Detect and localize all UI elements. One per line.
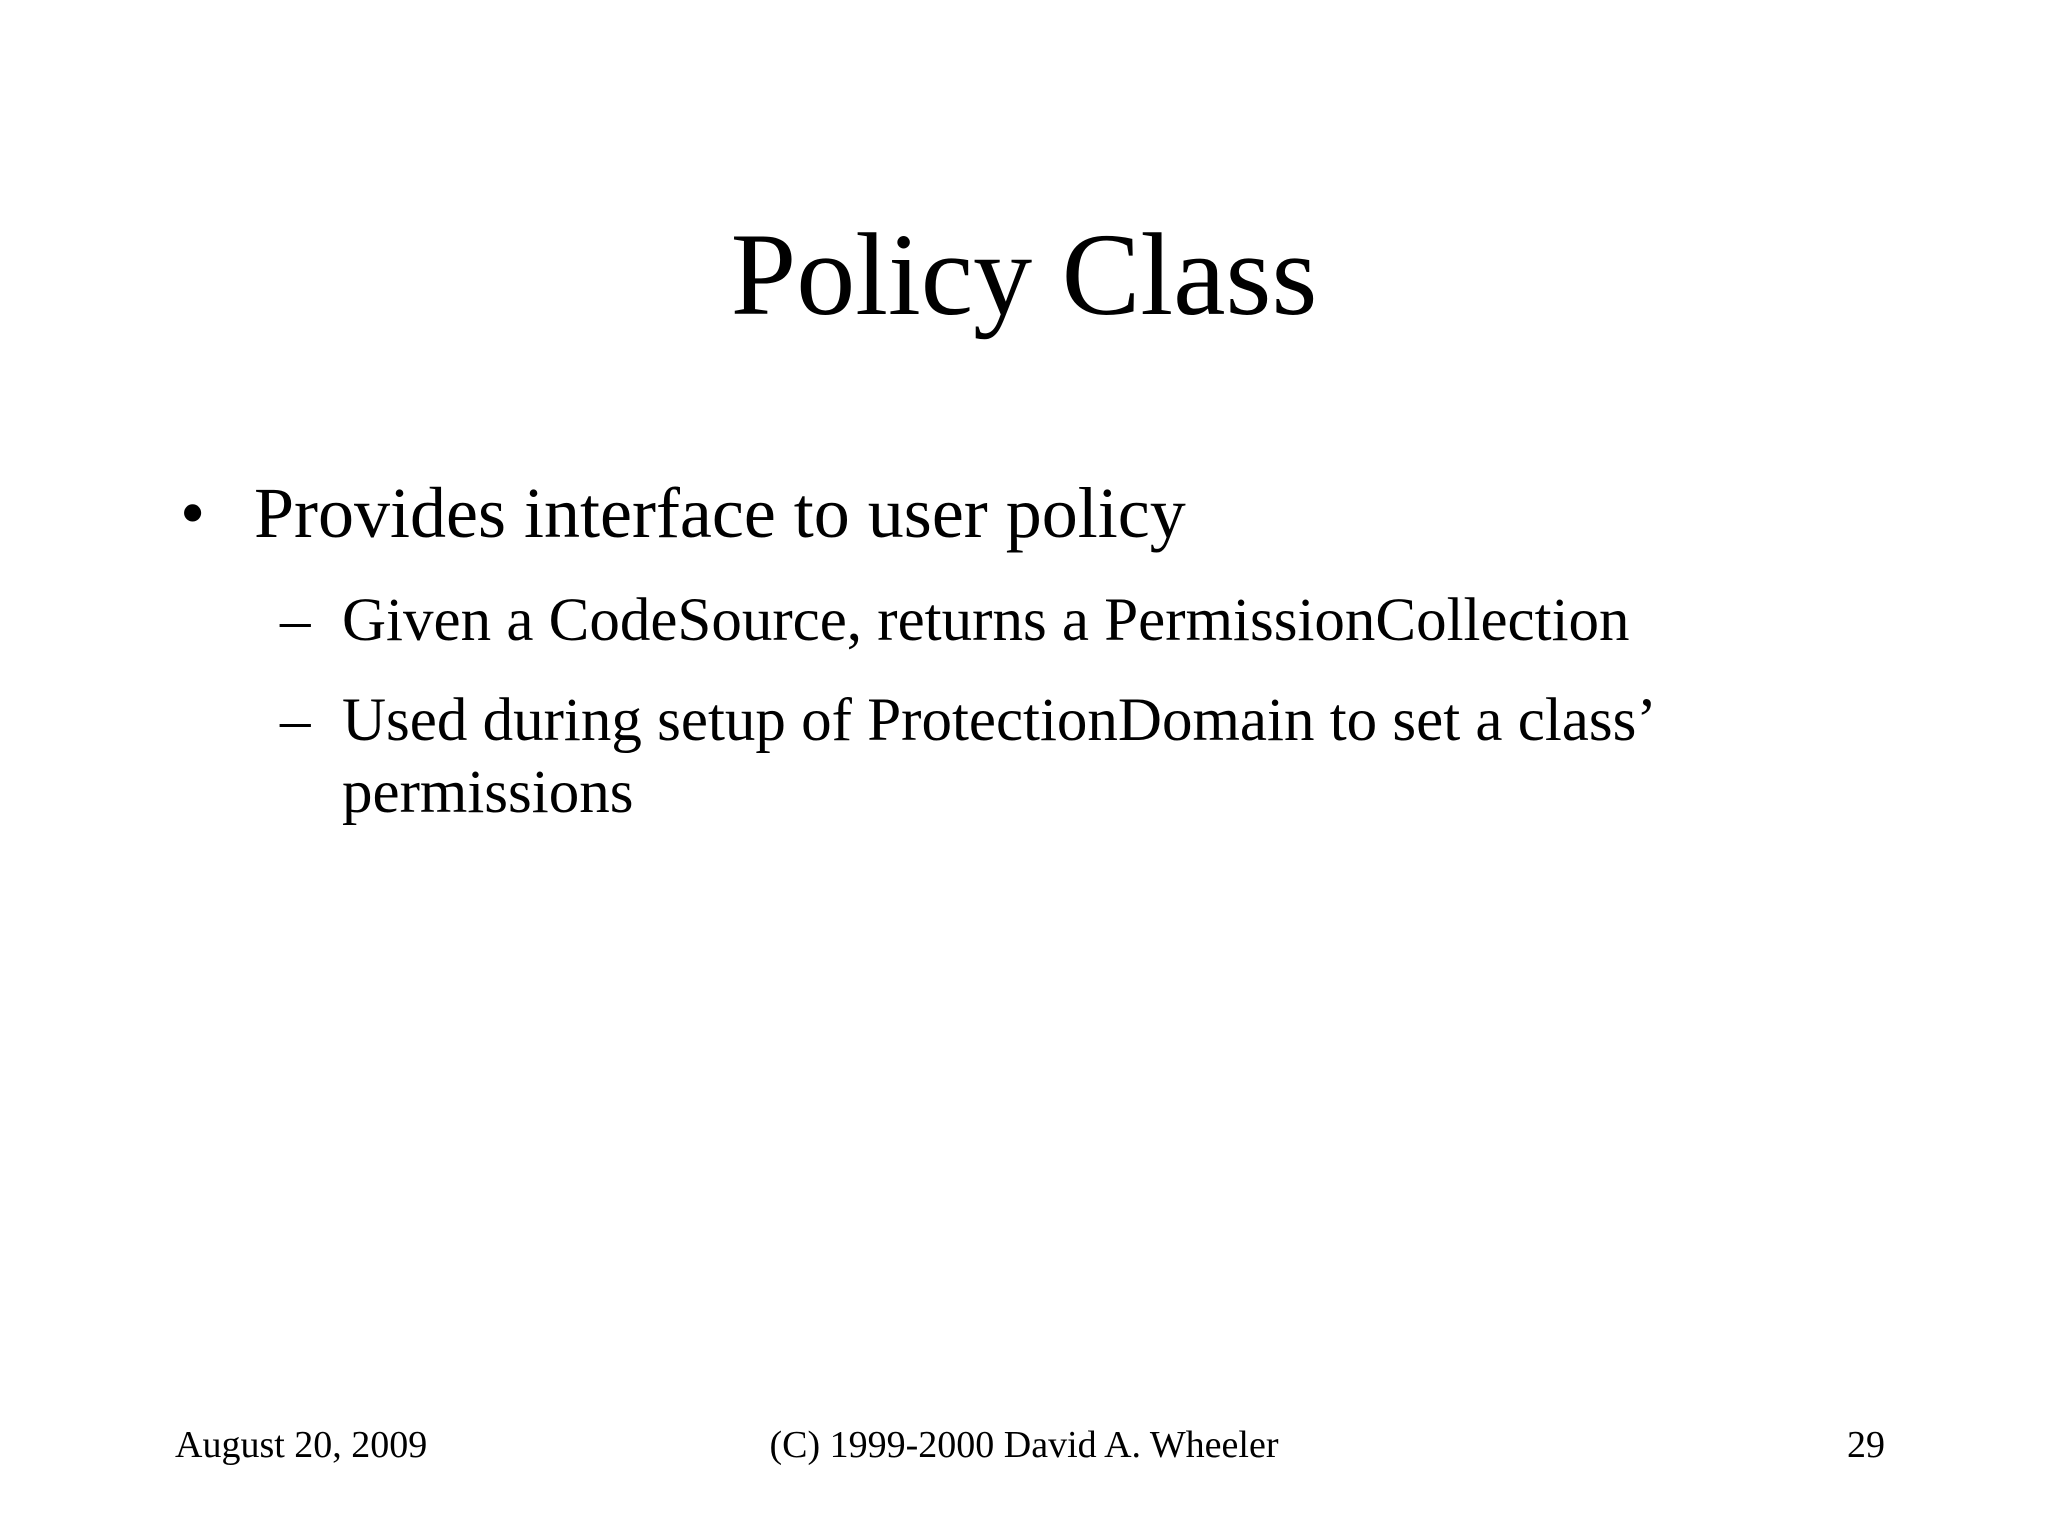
sub-bullet-text: Used during setup of ProtectionDomain to set a class’ permissions <box>342 687 1653 826</box>
sub-bullet-marker: – <box>280 687 311 754</box>
bullet-marker: • <box>180 473 206 553</box>
footer-copyright: (C) 1999-2000 David A. Wheeler <box>769 1424 1279 1466</box>
sub-bullet-marker: – <box>280 587 311 654</box>
sub-bullet-text: Given a CodeSource, returns a PermissionCollection <box>342 587 1630 654</box>
footer-date: August 20, 2009 <box>175 1424 428 1466</box>
bullet-text: Provides interface to user policy <box>254 473 1186 553</box>
slide-number: 29 <box>1847 1424 1885 1466</box>
slide-title: Policy Class <box>730 209 1318 340</box>
